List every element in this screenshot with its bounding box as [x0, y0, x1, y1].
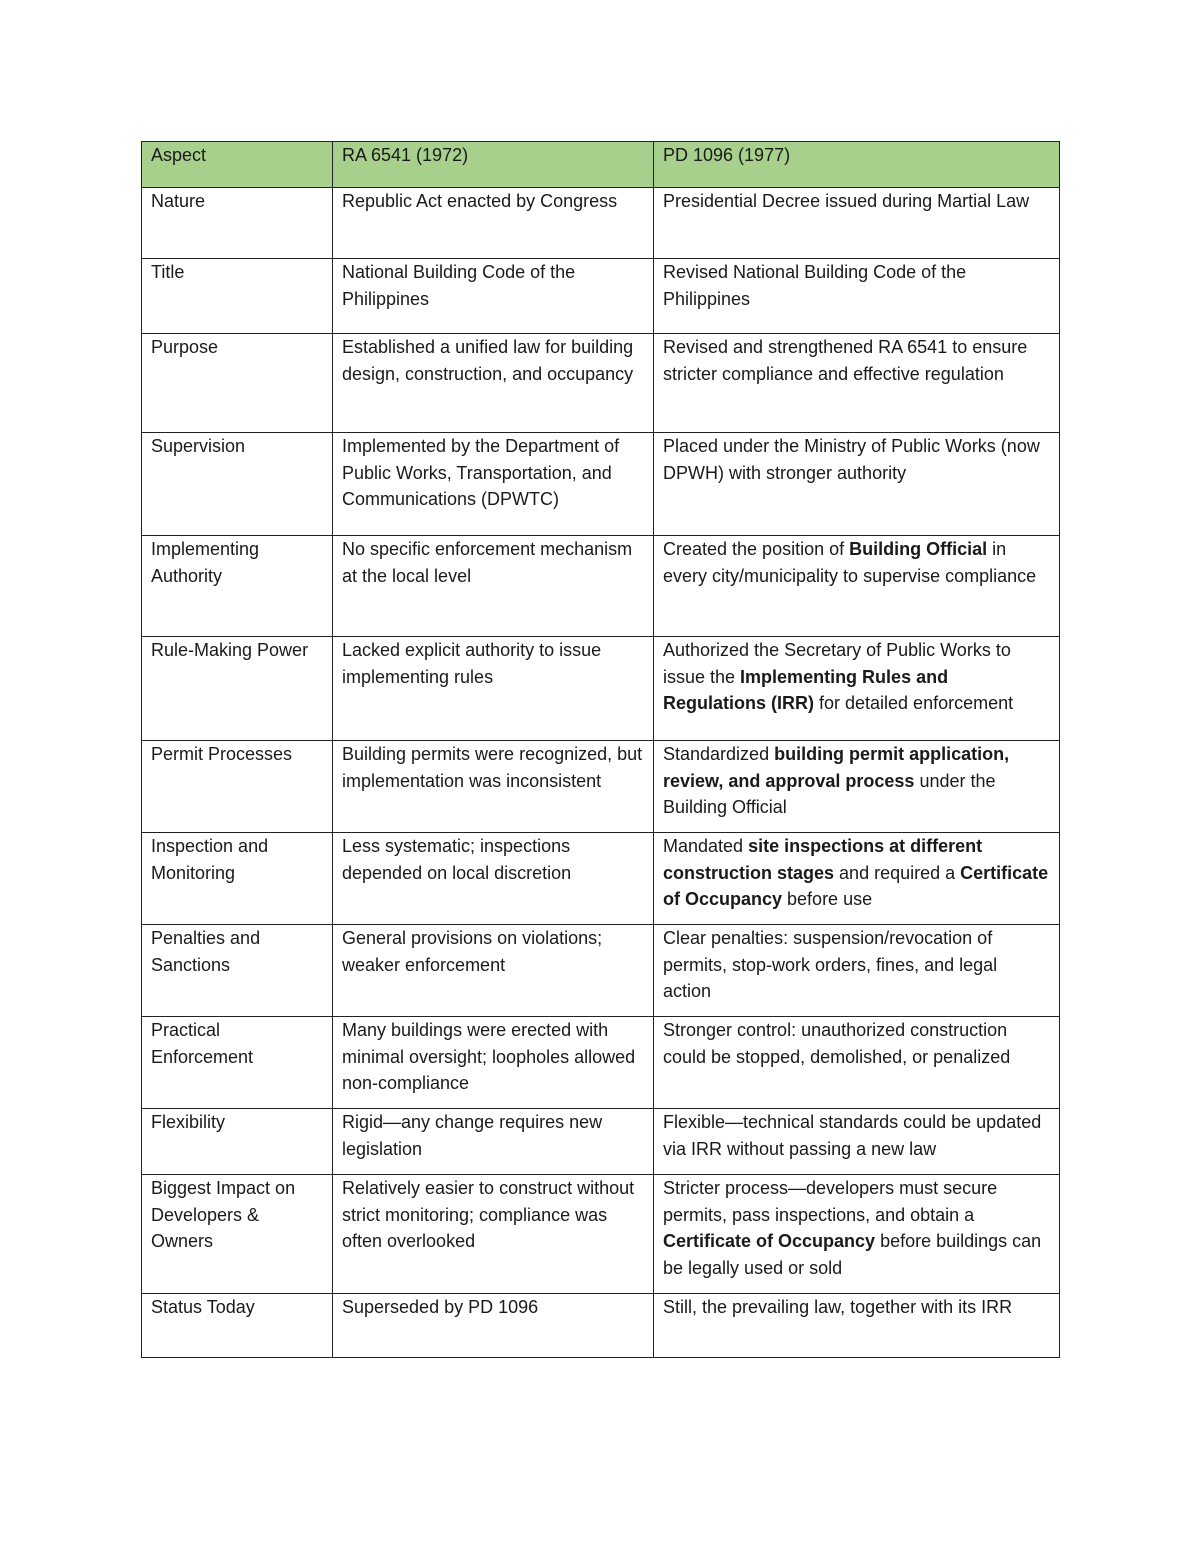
- text-segment: Flexible—technical standards could be updated via IRR without passing a new law: [663, 1112, 1042, 1159]
- aspect-cell: Permit Processes: [142, 741, 333, 833]
- text-segment: under the Building Official: [663, 770, 996, 817]
- text-segment: in every city/municipality to supervise compliance: [663, 539, 1037, 586]
- text-segment: Stricter process—developers must secure permits, pass inspections, and obtain a: [663, 1178, 998, 1225]
- header-row: [142, 142, 1060, 188]
- table-row: [142, 833, 1060, 925]
- text-segment: for detailed enforcement: [814, 693, 1014, 713]
- text-segment: Authorized the Secretary of Public Works to issue the: [663, 640, 1011, 687]
- pd-1096-cell: [654, 1294, 1060, 1358]
- ra-6541-cell: National Building Code of the Philippines: [333, 259, 654, 334]
- ra-6541-cell: No specific enforcement mechanism at the local level: [333, 536, 654, 637]
- ra-6541-cell: Many buildings were erected with minimal oversight; loopholes allowed non-compliance: [333, 1017, 654, 1109]
- pd-1096-cell: [654, 925, 1060, 1017]
- pd-1096-cell: [654, 1109, 1060, 1175]
- pd-1096-cell: [654, 259, 1060, 334]
- pd-1096-cell: [654, 536, 1060, 637]
- aspect-cell: Inspection and Monitoring: [142, 833, 333, 925]
- table-row: [142, 1175, 1060, 1294]
- pd-1096-cell: [654, 1175, 1060, 1294]
- ra-6541-cell: Implemented by the Department of Public Works, Transportation, and Communications (DPWTC): [333, 433, 654, 536]
- bold-text-segment: Building Official: [849, 539, 988, 559]
- ra-6541-cell: Rigid—any change requires new legislation: [333, 1109, 654, 1175]
- aspect-cell: Implementing Authority: [142, 536, 333, 637]
- pd-1096-cell: [654, 741, 1060, 833]
- table-row: [142, 536, 1060, 637]
- table-row: [142, 334, 1060, 433]
- pd-1096-cell: [654, 833, 1060, 925]
- table-row: [142, 741, 1060, 833]
- aspect-cell: Title: [142, 259, 333, 334]
- text-segment: Revised and strengthened RA 6541 to ensure stricter compliance and effective regulation: [663, 337, 1028, 384]
- aspect-cell: Practical Enforcement: [142, 1017, 333, 1109]
- text-segment: and required a: [834, 862, 961, 883]
- ra-6541-cell: Building permits were recognized, but implementation was inconsistent: [333, 741, 654, 833]
- bold-text-segment: Certificate of Occupancy: [663, 862, 1049, 909]
- table-body: [142, 188, 1060, 1358]
- pd-1096-cell: [654, 637, 1060, 741]
- bold-text-segment: Certificate of Occupancy: [663, 1231, 876, 1251]
- ra-6541-cell: General provisions on violations; weaker enforcement: [333, 925, 654, 1017]
- aspect-cell: Biggest Impact on Developers & Owners: [142, 1175, 333, 1294]
- aspect-cell: Rule-Making Power: [142, 637, 333, 741]
- ra-6541-cell: Relatively easier to construct without strict monitoring; compliance was often overlooked: [333, 1175, 654, 1294]
- table-row: [142, 1294, 1060, 1358]
- header-pd-1096: PD 1096 (1977): [654, 142, 1060, 188]
- ra-6541-cell: Republic Act enacted by Congress: [333, 188, 654, 259]
- table-row: [142, 433, 1060, 536]
- aspect-cell: Penalties and Sanctions: [142, 925, 333, 1017]
- table-row: [142, 259, 1060, 334]
- text-segment: Mandated: [663, 836, 749, 856]
- header-ra-6541: RA 6541 (1972): [333, 142, 654, 188]
- text-segment: Clear penalties: suspension/revocation of permits, stop-work orders, fines, and legal action: [663, 928, 998, 1001]
- text-segment: Stronger control: unauthorized construction could be stopped, demolished, or penalized: [663, 1020, 1011, 1067]
- aspect-cell: Status Today: [142, 1294, 333, 1358]
- ra-6541-cell: Superseded by PD 1096: [333, 1294, 654, 1358]
- ra-6541-cell: Less systematic; inspections depended on local discretion: [333, 833, 654, 925]
- table-row: [142, 637, 1060, 741]
- table-row: [142, 925, 1060, 1017]
- aspect-cell: Flexibility: [142, 1109, 333, 1175]
- pd-1096-cell: [654, 1017, 1060, 1109]
- text-segment: Still, the prevailing law, together with its IRR: [663, 1297, 1013, 1317]
- table-row: [142, 1017, 1060, 1109]
- bold-text-segment: site inspections at different construction stages: [663, 836, 983, 883]
- text-segment: Presidential Decree issued during Martial Law: [663, 191, 1030, 211]
- bold-text-segment: building permit application, review, and approval process: [663, 744, 1010, 791]
- aspect-cell: Nature: [142, 188, 333, 259]
- aspect-cell: Supervision: [142, 433, 333, 536]
- text-segment: Created the position of: [663, 539, 850, 559]
- ra-6541-cell: Lacked explicit authority to issue implementing rules: [333, 637, 654, 741]
- pd-1096-cell: [654, 188, 1060, 259]
- header-aspect: Aspect: [142, 142, 333, 188]
- bold-text-segment: Implementing Rules and Regulations (IRR): [663, 666, 949, 713]
- pd-1096-cell: [654, 334, 1060, 433]
- ra-6541-cell: Established a unified law for building design, construction, and occupancy: [333, 334, 654, 433]
- comparison-table: [141, 141, 1060, 1358]
- table-row: [142, 188, 1060, 259]
- aspect-cell: Purpose: [142, 334, 333, 433]
- text-segment: before use: [782, 889, 873, 909]
- text-segment: before buildings can be legally used or sold: [663, 1231, 1042, 1278]
- table-row: [142, 1109, 1060, 1175]
- text-segment: Standardized: [663, 744, 775, 764]
- text-segment: Placed under the Ministry of Public Works (now DPWH) with stronger authority: [663, 436, 1040, 483]
- text-segment: Revised National Building Code of the Philippines: [663, 262, 967, 309]
- pd-1096-cell: [654, 433, 1060, 536]
